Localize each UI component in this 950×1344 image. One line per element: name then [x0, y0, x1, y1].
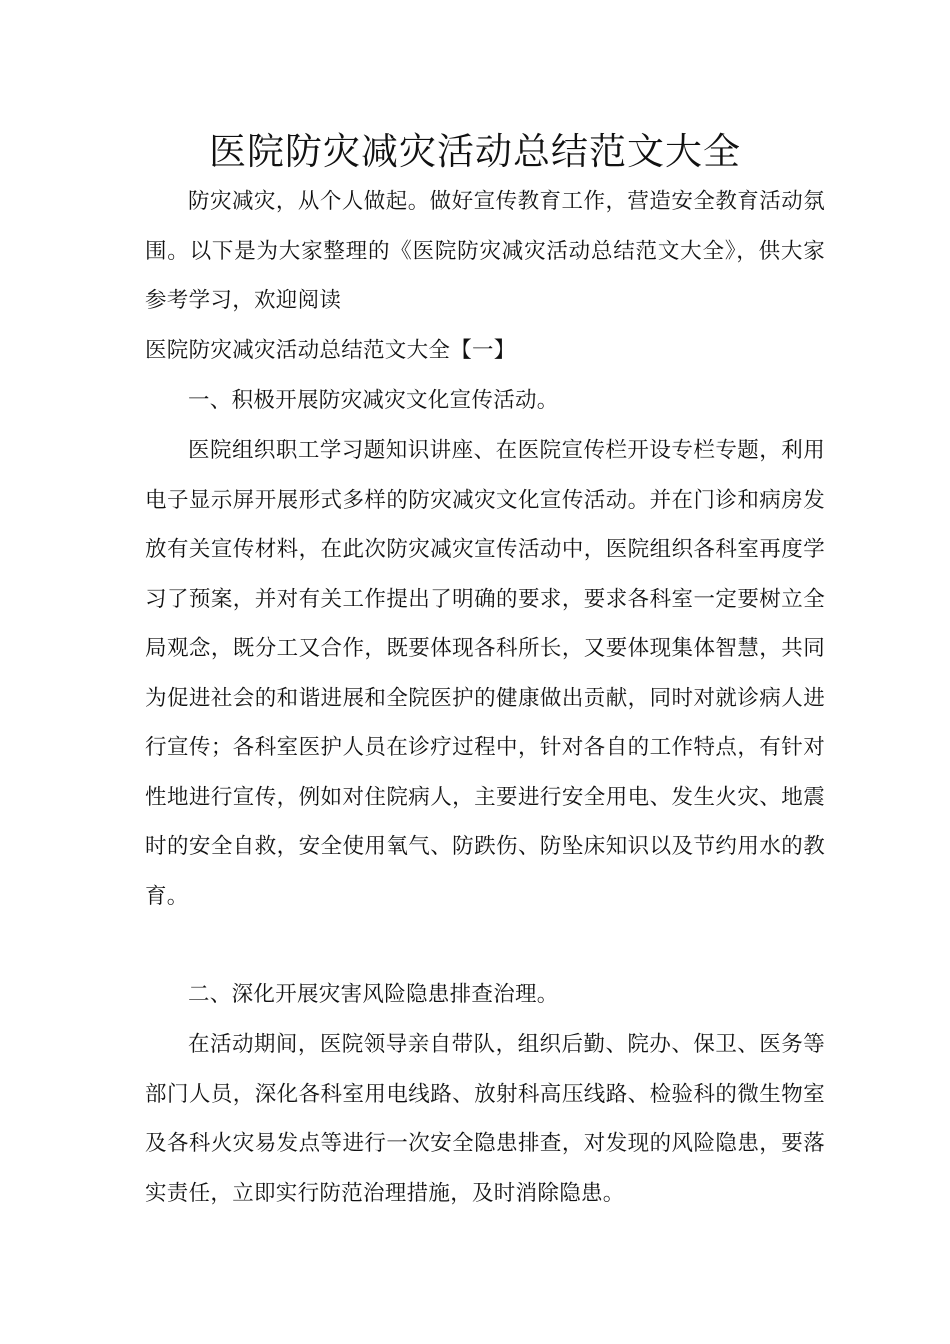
item-2-title: 二、深化开展灾害风险隐患排查治理。 [188, 982, 559, 1007]
section-heading: 医院防灾减灾活动总结范文大全【一】 [145, 338, 516, 363]
item-2-body: 在活动期间，医院领导亲自带队，组织后勤、院办、保卫、医务等部门人员，深化各科室用电线路、放射科高压线路、检验科的微生物室及各科火灾易发点等进行一次安全隐患排查，对发现的风险隐患，要落实责任，立即实行防范治理措施，及时消除隐患。 [145, 1032, 825, 1206]
item-1-body: 医院组织职工学习题知识讲座、在医院宣传栏开设专栏专题，利用电子显示屏开展形式多样的防灾减灾文化宣传活动。并在门诊和病房发放有关宣传材料，在此次防灾减灾宣传活动中，医院组织各科室再度学习了预案，并对有关工作提出了明确的要求，要求各科室一定要树立全局观念，既分工又合作，既要体现各科所长，又要体现集体智慧，共同为促进社会的和谐进展和全院医护的健康做出贡献，同时对就诊病人进行宣传；各科室医护人员在诊疗过程中，针对各自的工作特点，有针对性地进行宣传，例如对住院病人，主要进行安全用电、发生火灾、地震时的安全自救，安全使用氧气、防跌伤、防坠床知识以及节约用水的教育。 [145, 438, 825, 909]
intro-paragraph: 防灾减灾，从个人做起。做好宣传教育工作，营造安全教育活动氛围。以下是为大家整理的《医院防灾减灾活动总结范文大全》，供大家参考学习，欢迎阅读 [145, 189, 825, 313]
document-title: 医院防灾减灾活动总结范文大全 [209, 130, 741, 173]
item-1-title: 一、积极开展防灾减灾文化宣传活动。 [188, 388, 559, 413]
